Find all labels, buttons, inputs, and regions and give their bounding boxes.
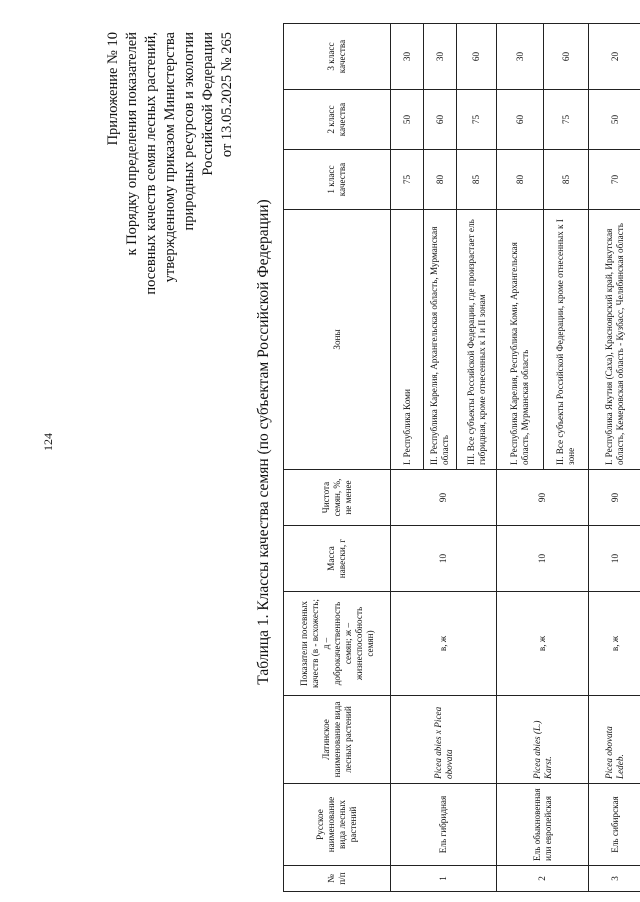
class-1-value: 75	[391, 150, 424, 210]
indicators: в, ж	[497, 592, 589, 696]
table-row	[497, 24, 544, 892]
class-2-value: 50	[589, 90, 640, 150]
seed-purity: 90	[391, 470, 497, 526]
zone-name: II. Республика Карелия, Архангельская область, Мурманская область	[424, 210, 457, 470]
zone-name: I. Республика Карелия, Республика Коми, Архангельская область, Мурманская область	[497, 210, 544, 470]
header-line: природных ресурсов и экологии	[181, 32, 197, 231]
class-1-value: 85	[544, 150, 589, 210]
class-2-value: 75	[544, 90, 589, 150]
table-row	[589, 24, 640, 892]
header-line: утвержденному приказом Министерства	[162, 32, 178, 283]
column-header: Зоны	[284, 210, 391, 470]
class-1-value: 85	[457, 150, 497, 210]
class-3-value: 20	[589, 24, 640, 90]
header-line: посевных качеств семян лесных растений,	[143, 32, 159, 295]
header-line: Российской Федерации	[200, 32, 216, 176]
class-3-value: 30	[497, 24, 544, 90]
column-header: Показатели посевных качеств (в - всхожесть; д – доброкачественность семян; ж – жизнеспособность семян)	[284, 592, 391, 696]
russian-name: Ель гибридная	[391, 784, 497, 866]
latin-name: Picea abies (L.) Karst.	[497, 696, 589, 784]
zone-name: II. Все субъекты Российской Федерации, кроме отнесенных к I зоне	[544, 210, 589, 470]
column-header: № п/п	[284, 866, 391, 892]
sample-mass: 10	[391, 526, 497, 592]
sample-mass: 10	[589, 526, 640, 592]
latin-name: Picea obovata Ledeb.	[589, 696, 640, 784]
class-3-value: 30	[391, 24, 424, 90]
class-2-value: 60	[424, 90, 457, 150]
table-row	[391, 24, 424, 892]
russian-name: Ель обыкновенная или европейская	[497, 784, 589, 866]
row-number: 3	[589, 866, 640, 892]
sample-mass: 10	[497, 526, 589, 592]
seed-purity: 90	[497, 470, 589, 526]
column-header: 1 класс качества	[284, 150, 391, 210]
class-1-value: 80	[497, 150, 544, 210]
column-header: Латинское наименование вида лесных растений	[284, 696, 391, 784]
class-3-value: 60	[457, 24, 497, 90]
class-3-value: 60	[544, 24, 589, 90]
latin-name: Picea abies x Picea obovata	[391, 696, 497, 784]
zone-name: I. Республика Коми	[391, 210, 424, 470]
russian-name: Ель сибирская	[589, 784, 640, 866]
class-2-value: 50	[391, 90, 424, 150]
column-header: 2 класс качества	[284, 90, 391, 150]
class-3-value: 30	[424, 24, 457, 90]
class-2-value: 75	[457, 90, 497, 150]
header-line: Приложение № 10	[105, 32, 121, 146]
seed-quality-table	[283, 23, 640, 892]
class-2-value: 60	[497, 90, 544, 150]
class-1-value: 70	[589, 150, 640, 210]
appendix-header	[104, 32, 237, 312]
column-header: Масса навески, г	[284, 526, 391, 592]
indicators: в, ж	[391, 592, 497, 696]
row-number: 1	[391, 866, 497, 892]
header-line: к Порядку определения показателей	[124, 32, 140, 256]
header-line: от 13.05.2025 № 265	[219, 32, 235, 158]
zone-name: I. Республика Якутия (Саха), Красноярский край, Иркутская область, Кемеровская область - Кузбасс, Челябинская область	[589, 210, 640, 470]
class-1-value: 80	[424, 150, 457, 210]
column-header: Чистота семян, %, не менее	[284, 470, 391, 526]
column-header: Русское наименование вида лесных растений	[284, 784, 391, 866]
zone-name: III. Все субъекты Российской Федерации, где произрастает ель гибридная, кроме отнесенных к I и II зонам	[457, 210, 497, 470]
seed-purity: 90	[589, 470, 640, 526]
page-number: 124	[41, 433, 55, 451]
table-caption: Таблица 1. Классы качества семян (по субъектам Российской Федерации)	[255, 199, 272, 685]
table-header-row	[284, 24, 391, 892]
column-header: 3 класс качества	[284, 24, 391, 90]
indicators: в, ж	[589, 592, 640, 696]
row-number: 2	[497, 866, 589, 892]
